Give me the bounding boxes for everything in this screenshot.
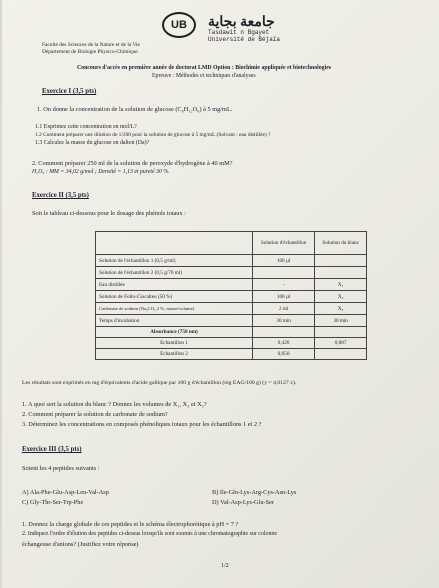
exercise-3-intro: Soient les 4 peptides suivants :: [22, 465, 100, 472]
university-name-berber: Tasdawit n Bgayet: [208, 29, 270, 36]
exam-page: [2, 0, 439, 588]
col-blank-header: Solution du blanc: [315, 232, 367, 255]
row-label: Solution de l'échantillon 2 (0,5 g/70 ml): [96, 267, 253, 279]
col-sample-header: Solution d'échantillon: [253, 232, 315, 255]
row-label: Solution de Folin-Ciocalteu (50 %): [96, 291, 253, 303]
exercise-1-q1-2: 1.2 Comment préparer une dilution de 1/200 pour la solution de glucose à 5 mg/mL (Solvant : eau distillée) ?: [35, 132, 271, 138]
exercise-1-q1: 1. On donne la concentration de la solution de glucose (C₆H₁₂O₆) à 5 mg/mL.: [37, 106, 233, 113]
row-sample: 100 µl: [253, 255, 315, 267]
table-row: [96, 303, 367, 315]
abs-row-blank: [315, 349, 367, 360]
university-name: [208, 29, 280, 43]
row-blank: [315, 255, 367, 267]
peptide-b: B) Ile-Gln-Lys-Arg-Cys-Asn-Lys: [212, 489, 297, 496]
table-row: [96, 315, 367, 327]
exercise-1-q2-data: H₂O₂ : MM = 34,02 g/mol ; Densité = 1,13 et pureté 30 %.: [32, 169, 170, 175]
exercise-1-q1-1: 1.1 Exprimez cette concentration en mol/L?: [35, 124, 137, 130]
exercise-1-q2: 2. Comment préparer 250 ml de la solution de peroxyde d'hydrogène à 40 mM?: [32, 160, 233, 167]
university-logo: UB: [162, 12, 196, 38]
faculty-block: [42, 42, 140, 56]
absorbance-blank-empty: [315, 327, 367, 338]
table-row: [96, 255, 367, 267]
faculty-name: Faculté des Sciences de la Nature et de la Vie: [42, 42, 140, 48]
absorbance-sample-empty: [253, 327, 315, 338]
exercise-1-title: Exercice I (3,5 pts): [42, 88, 97, 95]
row-label: Carbonate de sodium (Na₂CO₃ 2 %, masse/volume): [96, 303, 253, 315]
exercise-2-q1: 1. A quoi sert la solution du blanc ? Donnez les volumes de X₁, X₂ et X₃?: [22, 401, 207, 408]
table-row: [96, 349, 367, 360]
row-label: Eau distillée: [96, 279, 253, 291]
phenol-assay-table: [95, 231, 367, 360]
exercise-3-title: Exercice III (3,5 pts): [22, 446, 82, 453]
abs-row-label: Echantillon 2: [96, 349, 253, 360]
row-blank: [315, 267, 367, 279]
abs-row-blank: 0,087: [315, 338, 367, 349]
abs-row-sample: 0,650: [253, 349, 315, 360]
table-row: [96, 279, 367, 291]
exercise-2-q2: 2. Comment préparer la solution de carbonate de sodium?: [22, 411, 168, 418]
row-sample: 2 ml: [253, 303, 315, 315]
row-blank: X₃: [315, 303, 367, 315]
row-blank: 30 min: [315, 315, 367, 327]
exercise-2-intro: Soit le tableau ci-dessous pour le dosage des phénols totaux :: [32, 210, 186, 217]
row-label: Temps d'incubation: [96, 315, 253, 327]
row-sample: 100 µl: [253, 291, 315, 303]
table-row: [96, 267, 367, 279]
row-label: Solution de l'échantillon 1 (0,5 g/ml): [96, 255, 253, 267]
row-blank: X₁: [315, 279, 367, 291]
peptide-d: D) Val-Asp-Lys-Glu-Ser: [212, 499, 274, 506]
page-number: 1/2: [221, 563, 229, 569]
table-header-row: [96, 232, 367, 255]
peptide-c: C) Gly-Thr-Ser-Trp-Phe: [22, 499, 84, 506]
exercise-2-q3: 3. Déterminez les concentrations en composés phénoliques totaux pour les échantillons 1 et 2 ?: [22, 421, 262, 428]
exercise-3-q1: 1. Donnez la charge globale de ces peptides et le schéma électrophorétique à pH = 7 ?: [22, 521, 239, 528]
table-row: [96, 291, 367, 303]
table-row: [96, 338, 367, 349]
exercise-3-q2-continued: échangeuse d'anions? (Justifiez votre réponse): [22, 541, 139, 548]
department-name: Département de Biologie Physico-Chimique: [42, 49, 138, 55]
row-sample: [253, 267, 315, 279]
table-corner-cell: [96, 232, 253, 255]
exercise-3-q2: 2. Indiquez l'ordre d'élution des peptides ci-dessus lorsqu'ils sont soumis à une chromatographie sur colonne: [22, 531, 277, 537]
epreuve-title: Epreuve : Méthodes et techniques d'analyses: [152, 73, 256, 79]
peptide-a: A) Ala-Phe-Glu-Asp-Leu-Val-Asp: [22, 489, 109, 496]
exercise-2-title: Exercice II (3,5 pts): [32, 192, 89, 199]
exercise-1-q1-3: 1.3 Calculez la masse du glucose en dalton (Da)?: [35, 140, 150, 146]
abs-row-label: Echantillon 1: [96, 338, 253, 349]
arabic-university-name: جامعة بجاية: [208, 15, 275, 30]
row-sample: -: [253, 279, 315, 291]
absorbance-header-row: [96, 327, 367, 338]
concours-title: Concours d'accès en première année de doctorat LMD Option : Biochimie appliquée et biotechnologies: [77, 65, 332, 71]
university-name-french: Université de Béjaïa: [208, 36, 281, 43]
exercise-2-results-note: Les résultats sont exprimés en mg d'équivalents d'acide gallique par 100 g d'échantillon (mg EAG/100 g) (y = 4,0127 x).: [22, 380, 297, 386]
row-sample: 30 min: [253, 315, 315, 327]
absorbance-label: Absorbance (750 nm): [96, 327, 253, 338]
abs-row-sample: 0,420: [253, 338, 315, 349]
row-blank: X₂: [315, 291, 367, 303]
